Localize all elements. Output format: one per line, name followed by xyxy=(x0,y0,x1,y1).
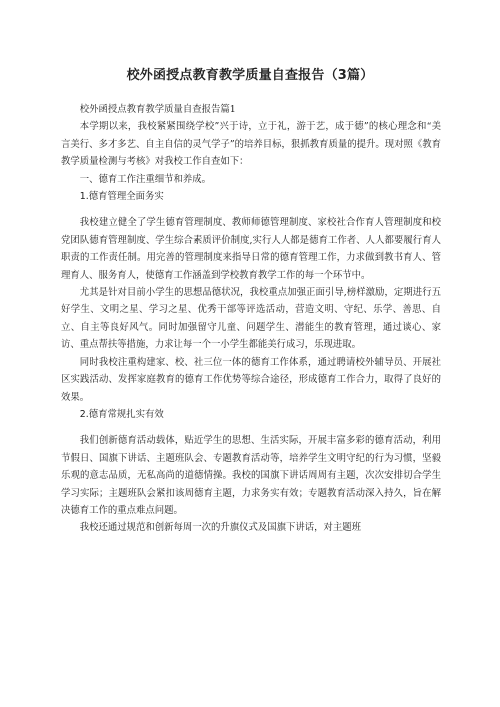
paragraph-activity-carriers: 我们创新德育活动载体，贴近学生的思想、生活实际，开展丰富多彩的德育活动，利用节假日、国旗下讲话、主题班队会、专题教育活动等，培养学生文明守纪的行为习惯，坚毅乐观的意志品质，无私高尚的道德情操。我校的国旗下讲话周周有主题，次次安排切合学生学习实际；主题班队会紧扣该周德育主题，力求务实有效；专题教育活动深入持久，旨在解决德育工作的重点难点问题。 xyxy=(61,435,441,516)
paragraph-positive-guidance: 尤其是针对目前小学生的思想品德状况，我校重点加强正面引导,榜样激励，定期进行五好学生、文明之星、学习之星、优秀干部等评选活动，营造文明、守纪、乐学、善思、自立、自主等良好风气。同时加强留守儿童、问题学生、潜能生的教育管理，通过谈心、家访、重点帮扶等措施，力求让每一个一小学生都能美行成习，乐现进取。 xyxy=(61,287,441,351)
subheading-moral-management: 1.德育管理全面务实 xyxy=(79,191,164,203)
document-title: 校外函授点教育教学质量自查报告（3篇） xyxy=(126,68,374,83)
heading-moral-education: 一、德育工作注重细节和养成。 xyxy=(79,173,212,185)
intro-paragraph: 本学期以来，我校紧紧围绕学校”兴于诗，立于礼，游于艺，成于德”的核心理念和“美言美行、多才多艺、自主自信的灵气学子”的培养目标，狠抓教育质量的提升。现对照《教育教学质量检测与考核》对我校工作自查如下： xyxy=(61,121,441,168)
subheading-moral-routine: 2.德育常规扎实有效 xyxy=(79,408,164,420)
paragraph-management-system: 我校建立健全了学生德育管理制度、教师师德管理制度、家校社合作育人管理制度和校党团队德育管理制度、学生综合素质评价制度,实行人人都是德育工作者、人人都要履行育人职责的工作责任制。用完善的管理制度来指导日常的德育管理工作，力求做到教书育人、管理育人、服务育人，使德育工作涵盖到学校教育教学工作的每一个环节中。 xyxy=(61,217,441,281)
section-title: 校外函授点教育教学质量自查报告篇1 xyxy=(79,104,236,115)
paragraph-home-school-community: 同时我校注重构建家、校、社三位一体的德育工作体系，通过聘请校外辅导员、开展社区实践活动、发挥家庭教育的德育工作优势等综合途径，形成德育工作合力，取得了良好的效果。 xyxy=(61,356,441,403)
paragraph-flag-ceremony: 我校还通过规范和创新每周一次的升旗仪式及国旗下讲话，对主题班 xyxy=(79,522,362,534)
document-body xyxy=(61,101,441,537)
